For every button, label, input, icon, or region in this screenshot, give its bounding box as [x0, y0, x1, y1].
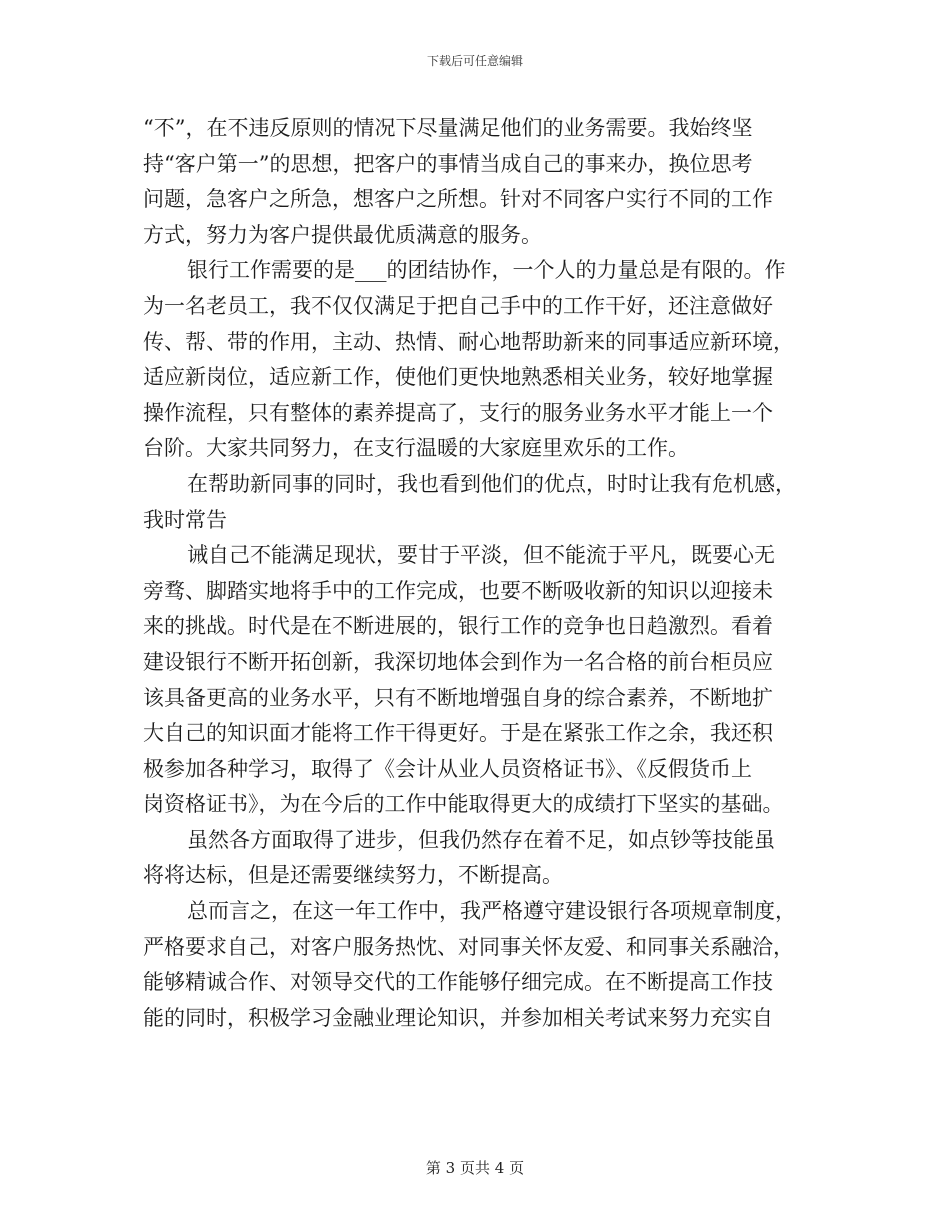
text-line: 能的同时，积极学习金融业理论知识，并参加相关考试来努力充实自: [143, 1005, 773, 1030]
text-line: 操作流程，只有整体的素养提高了，支行的服务业务水平才能上一个: [143, 400, 773, 425]
text-line: 旁骛、脚踏实地将手中的工作完成，也要不断吸收新的知识以迎接未: [143, 578, 773, 603]
text-line: 传、帮、带的作用，主动、热情、耐心地帮助新来的同事适应新环境，: [143, 329, 794, 354]
text-line: 严格要求自己，对客户服务热忱、对同事关怀友爱、和同事关系融洽，: [143, 934, 794, 959]
text-line: 能够精诚合作、对领导交代的工作能够仔细完成。在不断提高工作技: [143, 970, 773, 995]
document-body: [143, 111, 807, 1036]
text-line: 方式，努力为客户提供最优质满意的服务。: [143, 222, 542, 247]
text-line: 该具备更高的业务水平，只有不断地增强自身的综合素养，不断地扩: [143, 685, 773, 710]
text-line: 总而言之，在这一年工作中，我严格遵守建设银行各项规章制度，: [187, 899, 796, 924]
text-line: 大自己的知识面才能将工作干得更好。于是在紧张工作之余，我还积: [143, 721, 773, 746]
text-line: 银行工作需要的是___的团结协作，一个人的力量总是有限的。作: [187, 258, 786, 283]
text-line: 适应新岗位，适应新工作，使他们更快地熟悉相关业务，较好地掌握: [143, 365, 773, 390]
text-line: 来的挑战。时代是在不断进展的，银行工作的竞争也日趋激烈。看着: [143, 614, 773, 639]
text-line: 建设银行不断开拓创新，我深切地体会到作为一名合格的前台柜员应: [143, 649, 773, 674]
text-line: 岗资格证书》，为在今后的工作中能取得更大的成绩打下坚实的基础。: [143, 792, 784, 817]
text-line: 持“客户第一”的思想，把客户的事情当成自己的事来办，换位思考: [143, 151, 753, 176]
text-line: 极参加各种学习，取得了《会计从业人员资格证书》、《反假货币上: [143, 756, 752, 781]
text-line: 台阶。大家共同努力，在支行温暖的大家庭里欢乐的工作。: [143, 436, 689, 461]
text-line: “不”，在不违反原则的情况下尽量满足他们的业务需要。我始终坚: [143, 116, 753, 140]
text-line: 在帮助新同事的同时，我也看到他们的优点，时时让我有危机感，: [187, 471, 796, 496]
page-number: 第 3 页共 4 页: [425, 1159, 525, 1177]
text-line: 虽然各方面取得了进步，但我仍然存在着不足，如点钞等技能虽: [187, 827, 775, 852]
text-line: 为一名老员工，我不仅仅满足于把自己手中的工作干好，还注意做好: [143, 293, 773, 318]
text-line: 问题，急客户之所急，想客户之所想。针对不同客户实行不同的工作: [143, 187, 773, 212]
text-line: 诫自己不能满足现状，要甘于平淡，但不能流于平凡，既要心无: [187, 543, 775, 568]
text-line: 将将达标，但是还需要继续努力，不断提高。: [143, 863, 563, 888]
text-line: 我时常告: [143, 507, 227, 532]
page-header: 下载后可任意编辑: [426, 54, 523, 68]
